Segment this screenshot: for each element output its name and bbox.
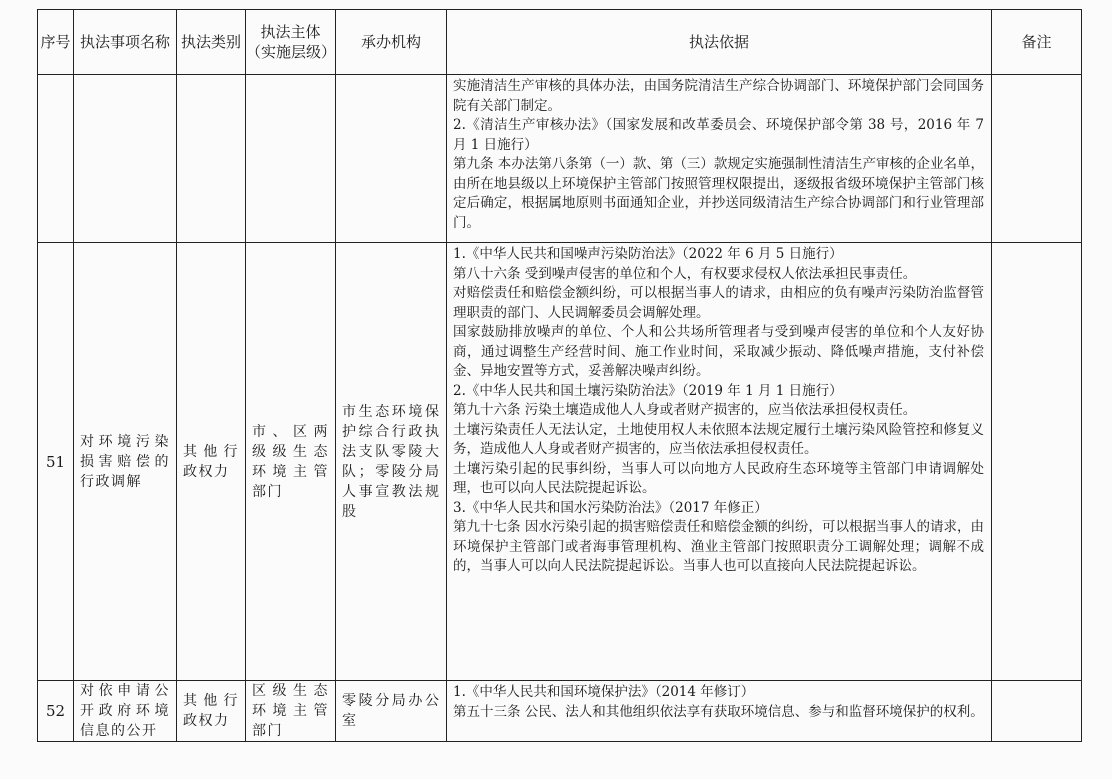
basis-paragraph: 第八十六条 受到噪声侵害的单位和个人，有权要求侵权人依法承担民事责任。	[453, 265, 917, 282]
basis-paragraph: 1.《中华人民共和国噪声污染防治法》（2022 年 6 月 5 日施行）	[453, 246, 843, 262]
table-header-row	[38, 10, 1082, 75]
header-seq: 序号	[38, 10, 74, 75]
row-item-name: 对环境污染损害赔偿的行政调解	[74, 243, 177, 681]
header-item-name: 执法事项名称	[74, 10, 177, 75]
table-row	[38, 243, 1082, 681]
basis-paragraph: 第五十三条 公民、法人和其他组织依法享有获取环境信息、参与和监督环境保护的权利。	[453, 703, 984, 720]
row-subject: 市、区两级级生态环境主管部门	[246, 243, 336, 681]
basis-paragraph: 土壤污染引起的民事纠纷，当事人可以向地方人民政府生态环境等主管部门申请调解处理，也可以向人民法院提起诉讼。	[453, 460, 984, 496]
row-basis	[447, 681, 992, 742]
enforcement-table	[37, 9, 1082, 742]
basis-paragraph: 第九十七条 因水污染引起的损害赔偿责任和赔偿金额的纠纷，可以根据当事人的请求，由环境保护主管部门或者海事管理机构、渔业主管部门按照职责分工调解处理；调解不成的，当事人可以向人民法院提起诉讼。当事人也可以直接向人民法院提起诉讼。	[453, 519, 984, 574]
basis-paragraph: 对赔偿责任和赔偿金额纠纷，可以根据当事人的请求，由相应的负有噪声污染防治监督管理职责的部门、人民调解委员会调解处理。	[453, 285, 984, 321]
basis-paragraph: 2.《清洁生产审核办法》（国家发展和改革委员会、环境保护部令第 38 号，2016 年 7 月 1 日施行）	[453, 117, 984, 153]
basis-paragraph: 第九十六条 污染土壤造成他人人身或者财产损害的，应当依法承担侵权责任。	[453, 402, 917, 418]
basis-paragraph: 实施清洁生产审核的具体办法，由国务院清洁生产综合协调部门、环境保护部门会同国务院有关部门制定。	[453, 78, 984, 114]
header-org: 承办机构	[336, 10, 447, 75]
table-row	[38, 681, 1082, 742]
row-category: 其他行政权力	[177, 243, 246, 681]
row-note	[992, 243, 1082, 681]
row-category	[177, 75, 246, 243]
row-subject: 区级生态环境主管部门	[246, 681, 336, 742]
basis-paragraph: 3.《中华人民共和国水污染防治法》（2017 年修正）	[453, 499, 768, 516]
row-item-name: 对依申请公开政府环境信息的公开	[74, 681, 177, 742]
basis-paragraph: 国家鼓励排放噪声的单位、个人和公共场所管理者与受到噪声侵害的单位和个人友好协商，通过调整生产经营时间、施工作业时间，采取减少振动、降低噪声措施，支付补偿金、异地安置等方式，妥善解决噪声纠纷。	[453, 324, 984, 379]
basis-paragraph: 第九条 本办法第八条第（一）款、第（三）款规定实施强制性清洁生产审核的企业名单，由所在地县级以上环境保护主管部门按照管理权限提出，逐级报省级环境保护主管部门核定后确定，根据属地原则书面通知企业，并抄送同级清洁生产综合协调部门和行业管理部门。	[453, 156, 984, 231]
basis-paragraph: 2.《中华人民共和国土壤污染防治法》（2019 年 1 月 1 日施行）	[453, 382, 843, 399]
row-org: 零陵分局办公室	[336, 681, 447, 742]
row-basis	[447, 75, 992, 243]
row-seq: 52	[38, 681, 74, 742]
row-category: 其他行政权力	[177, 681, 246, 742]
row-org	[336, 75, 447, 243]
basis-paragraph: 土壤污染责任人无法认定，土地使用权人未依照本法规定履行土壤污染风险管控和修复义务，造成他人人身或者财产损害的，应当依法承担侵权责任。	[453, 421, 984, 457]
row-note	[992, 75, 1082, 243]
row-seq	[38, 75, 74, 243]
header-note: 备注	[992, 10, 1082, 75]
row-basis	[447, 243, 992, 681]
basis-paragraph: 1.《中华人民共和国环境保护法》（2014 年修订）	[453, 684, 755, 700]
row-note	[992, 681, 1082, 742]
header-category: 执法类别	[177, 10, 246, 75]
row-subject	[246, 75, 336, 243]
header-basis: 执法依据	[447, 10, 992, 75]
row-org: 市生态环境保护综合行政执法支队零陵大队；零陵分局人事宣教法规股	[336, 243, 447, 681]
row-seq: 51	[38, 243, 74, 681]
table-row	[38, 75, 1082, 243]
row-item-name	[74, 75, 177, 243]
header-subject: 执法主体（实施层级）	[246, 10, 336, 75]
